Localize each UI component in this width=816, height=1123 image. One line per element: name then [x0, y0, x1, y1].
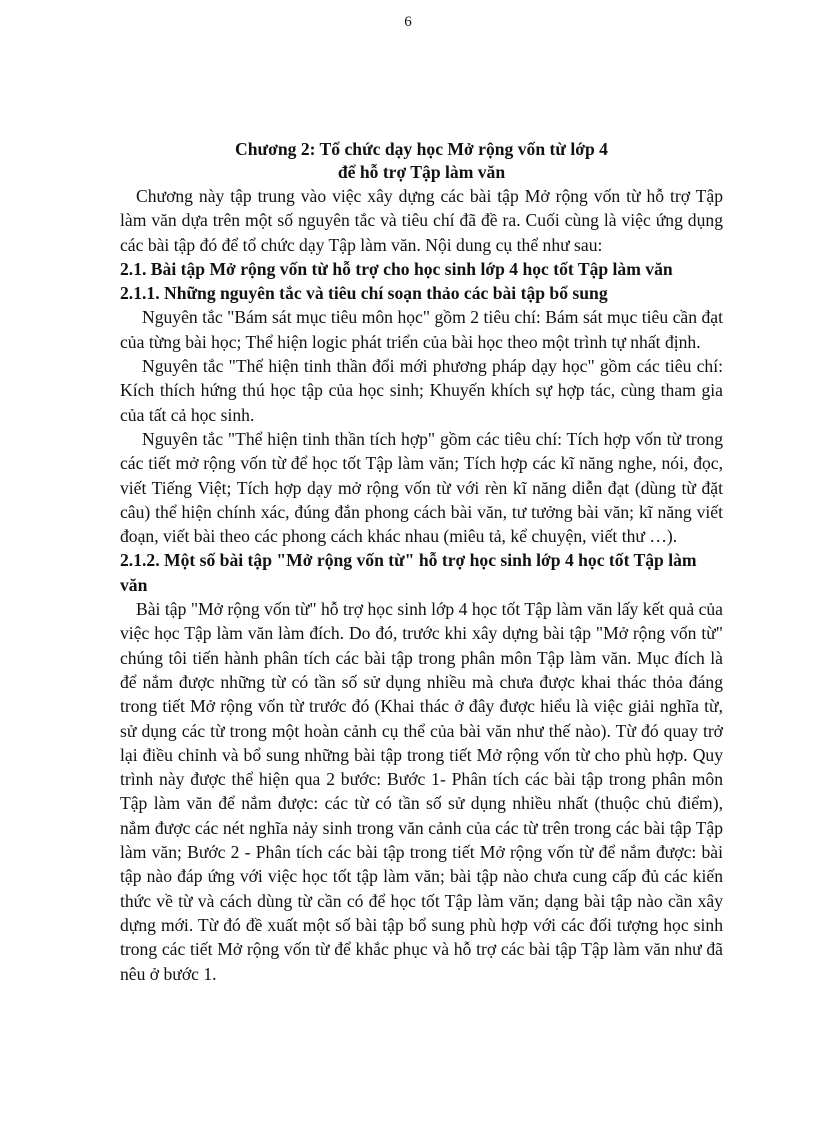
page-number: 6 [404, 14, 412, 30]
page-content [120, 138, 723, 986]
section-2-1-1-heading: 2.1.1. Những nguyên tắc và tiêu chí soạn thảo các bài tập bổ sung [120, 283, 608, 304]
exercise-paragraph: Bài tập "Mở rộng vốn từ" hỗ trợ học sinh lớp 4 học tốt Tập làm văn lấy kết quả của việc học Tập làm văn làm đích. Do đó, trước khi xây dựng bài tập "Mở rộng vốn từ" chúng tôi tiến hành phân tích các bài tập trong phân môn Tập làm văn. Mục đích là để nắm được những từ có tần số sử dụng nhiều mà chưa được khai thác thỏa đáng trong tiết Mở rộng vốn từ trước đó (Khai thác ở đây được hiểu là việc giải nghĩa từ, sử dụng các từ trong một hoàn cảnh cụ thể của bài văn như thế nào). Từ đó quay trở lại điều chỉnh và bổ sung những bài tập trong tiết Mở rộng vốn từ cho phù hợp. Quy trình này được thể hiện qua 2 bước: Bước 1- Phân tích các bài tập trong phân môn Tập làm văn để nắm được: các từ có tần số sử dụng nhiều nhất (thuộc chủ điểm), nắm được các nét nghĩa nảy sinh trong văn cảnh của các từ trên trong các bài tập Tập làm văn; Bước 2 - Phân tích các bài tập trong tiết Mở rộng vốn từ để nắm được: bài tập nào đáp ứng với việc học tốt tập làm văn; bài tập nào chưa cung cấp đủ các kiến thức về từ và cách dùng từ cần có để học tốt Tập làm văn; dạng bài tập nào cần xây dựng mới. Từ đó đề xuất một số bài tập bổ sung phù hợp với các đối tượng học sinh trong các tiết Mở rộng vốn từ để khắc phục và hỗ trợ các bài tập Tập làm văn như đã nêu ở bước 1. [120, 599, 723, 984]
chapter-title-line-2: để hỗ trợ Tập làm văn [337, 162, 506, 182]
principle-paragraph-1: Nguyên tắc "Bám sát mục tiêu môn học" gồm 2 tiêu chí: Bám sát mục tiêu cần đạt của từng bài học; Thể hiện logic phát triển của bài học theo một trình tự nhất định. [120, 307, 723, 352]
section-2-1-2-heading: 2.1.2. Một số bài tập "Mở rộng vốn từ" hỗ trợ học sinh lớp 4 học tốt Tập làm văn [120, 550, 697, 595]
chapter-title [120, 138, 723, 184]
chapter-title-line-1: Chương 2: Tổ chức dạy học Mở rộng vốn từ lớp 4 [235, 139, 608, 159]
principle-paragraph-2: Nguyên tắc "Thể hiện tinh thần đổi mới phương pháp dạy học" gồm các tiêu chí: Kích thích hứng thú học tập của học sinh; Khuyến khích sự hợp tác, cùng tham gia của tất cả học sinh. [120, 356, 723, 425]
section-2-1-heading: 2.1. Bài tập Mở rộng vốn từ hỗ trợ cho học sinh lớp 4 học tốt Tập làm văn [120, 258, 673, 279]
intro-paragraph: Chương này tập trung vào việc xây dựng các bài tập Mở rộng vốn từ hỗ trợ Tập làm văn dựa trên một số nguyên tắc và tiêu chí đã đề ra. Cuối cùng là việc ứng dụng các bài tập đó để tổ chức dạy Tập làm văn. Nội dung cụ thể như sau: [120, 186, 723, 255]
principle-paragraph-3: Nguyên tắc "Thể hiện tinh thần tích hợp" gồm các tiêu chí: Tích hợp vốn từ trong các tiết mở rộng vốn từ để học tốt Tập làm văn; Tích hợp các kĩ năng nghe, nói, đọc, viết Tiếng Việt; Tích hợp dạy mở rộng vốn từ với rèn kĩ năng diễn đạt (dùng từ đặt câu) thể hiện chính xác, đúng đắn phong cách bài văn, tư tưởng bài văn; kĩ năng viết đoạn, viết bài theo các phong cách khác nhau (miêu tả, kể chuyện, viết thư …). [120, 428, 723, 547]
